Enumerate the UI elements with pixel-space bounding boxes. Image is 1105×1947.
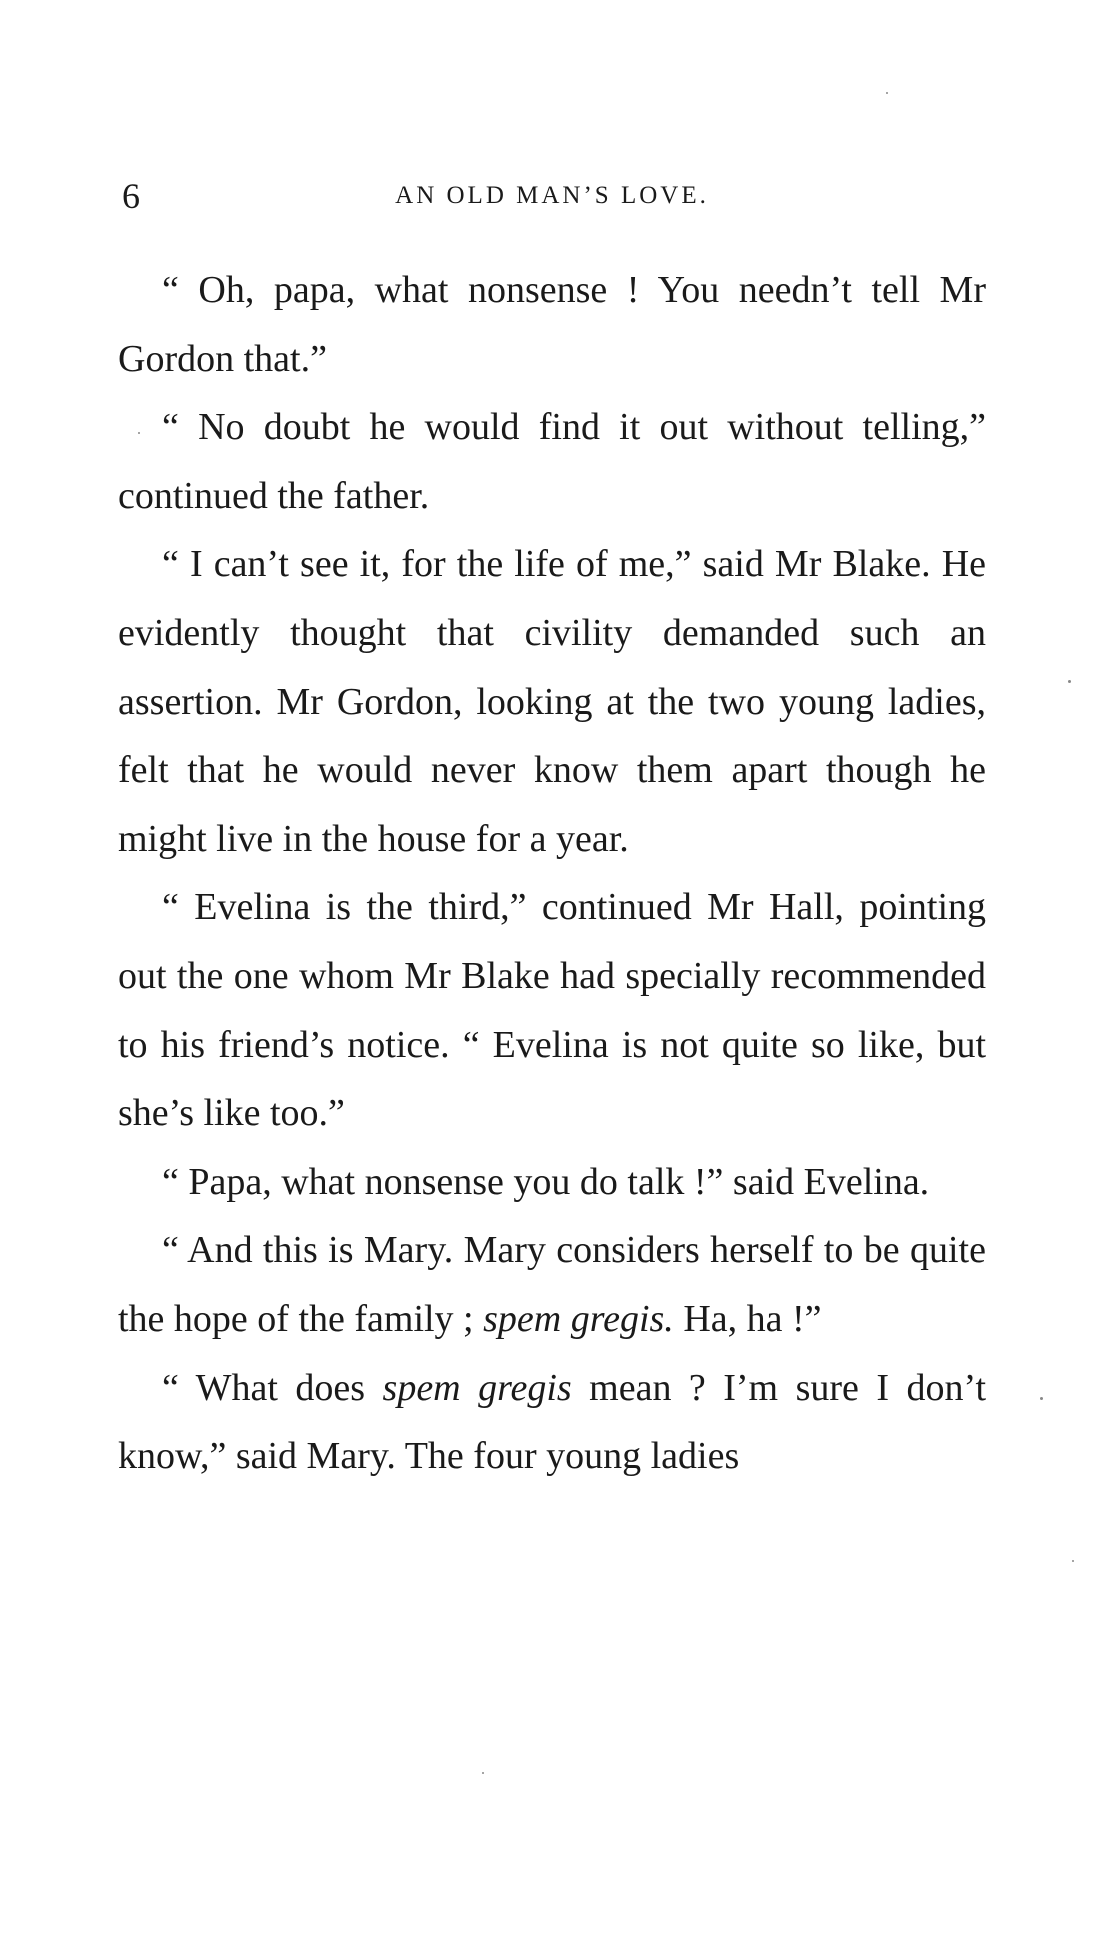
text-run: “ No doubt he would find it out without telling,” continued the father. xyxy=(118,406,986,517)
latin-phrase: spem gregis. xyxy=(483,1297,674,1340)
paper-speck xyxy=(1072,1560,1074,1562)
text-run: “ Papa, what nonsense you do talk !” said Evelina. xyxy=(162,1160,930,1203)
text-run: “ I can’t see it, for the life of me,” said Mr Blake. He evidently thought that civility demanded such an assertion. Mr Gordon, looking at the two young ladies, felt that he would never know them apart though he might live in the house for a year. xyxy=(118,543,986,860)
paragraph xyxy=(118,530,986,873)
paragraph xyxy=(118,1354,986,1491)
text-run: mean ? I’m sure I don’t know,” said Mary. The four young ladies xyxy=(118,1366,987,1478)
paper-speck xyxy=(1040,1397,1043,1400)
text-run: “ Evelina is the third,” continued Mr Hall, pointing out the one whom Mr Blake had specially recommended to his friend’s notice. “ Evelina is not quite so like, but she’s like too.” xyxy=(118,886,986,1135)
page-number: 6 xyxy=(122,176,140,216)
text-run: “ And this is Mary. Mary considers herself to be quite the hope of the family ; xyxy=(118,1229,986,1340)
paragraph xyxy=(118,1216,986,1353)
paper-speck xyxy=(482,1772,484,1774)
paragraph xyxy=(118,256,986,393)
page-header xyxy=(122,172,982,220)
paper-speck xyxy=(138,432,140,434)
paragraph xyxy=(118,1148,986,1217)
paragraph xyxy=(118,393,986,530)
paper-speck xyxy=(1068,680,1071,683)
latin-phrase: spem gregis xyxy=(382,1366,572,1409)
text-run: “ Oh, papa, what nonsense ! You needn’t tell Mr Gordon that.” xyxy=(118,269,986,380)
body-text xyxy=(118,256,986,1491)
text-run: Ha, ha !” xyxy=(673,1297,822,1340)
paper-speck xyxy=(886,92,888,94)
text-run: “ What does xyxy=(162,1366,383,1409)
running-title: AN OLD MAN’S LOVE. xyxy=(395,182,709,209)
paragraph xyxy=(118,873,986,1147)
